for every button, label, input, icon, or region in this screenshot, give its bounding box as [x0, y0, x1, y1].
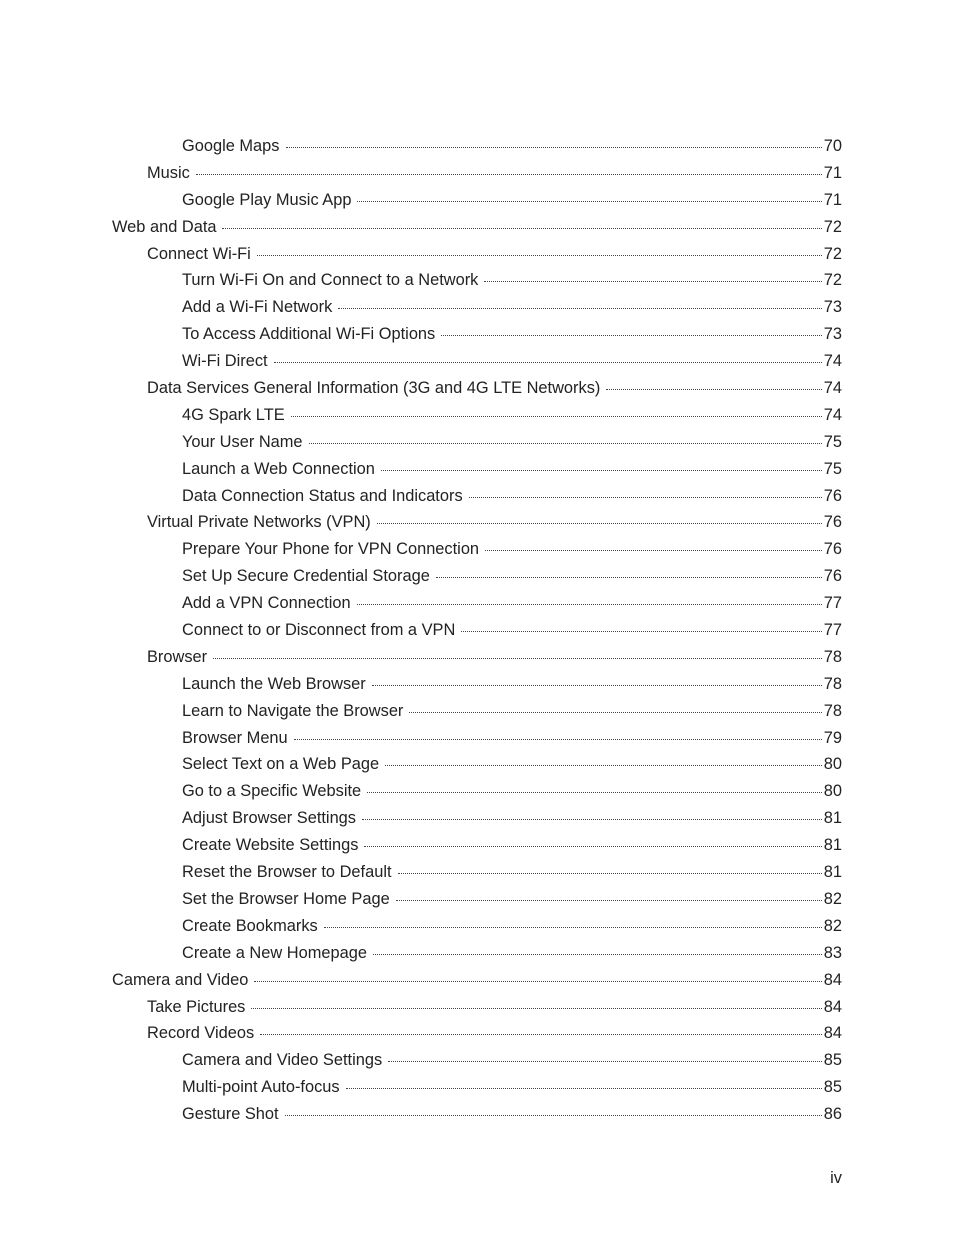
toc-entry-page-number[interactable]: 82	[823, 889, 842, 908]
toc-entry-title[interactable]: Camera and Video	[112, 970, 249, 989]
toc-entry-title[interactable]: Camera and Video Settings	[182, 1051, 383, 1070]
toc-dot-leader	[396, 900, 822, 901]
toc-entry[interactable]	[0, 832, 954, 859]
toc-entry[interactable]	[0, 348, 954, 375]
toc-dot-leader	[254, 981, 821, 982]
toc-entry[interactable]	[0, 509, 954, 536]
toc-entry-title[interactable]: Launch a Web Connection	[182, 459, 375, 478]
toc-entry-title[interactable]: Set the Browser Home Page	[182, 889, 390, 908]
toc-entry[interactable]	[0, 1020, 954, 1047]
toc-entry-page-number[interactable]: 84	[823, 970, 842, 989]
toc-entry-page-number[interactable]: 76	[823, 513, 842, 532]
toc-dot-leader	[357, 604, 822, 605]
toc-entry-page-number[interactable]: 74	[823, 405, 842, 424]
toc-entry[interactable]	[0, 1047, 954, 1074]
toc-entry-page-number[interactable]: 78	[823, 647, 842, 666]
toc-dot-leader	[364, 846, 821, 847]
toc-entry-page-number[interactable]: 82	[823, 916, 842, 935]
toc-entry-page-number[interactable]: 72	[823, 217, 842, 236]
toc-dot-leader	[373, 954, 822, 955]
toc-dot-leader	[260, 1034, 822, 1035]
toc-entry[interactable]	[0, 536, 954, 563]
toc-entry[interactable]	[0, 429, 954, 456]
toc-entry-title[interactable]: Launch the Web Browser	[182, 674, 366, 693]
toc-entry-page-number[interactable]: 85	[823, 1051, 842, 1070]
toc-entry[interactable]	[0, 805, 954, 832]
toc-entry[interactable]	[0, 294, 954, 321]
toc-entry-page-number[interactable]: 84	[823, 1024, 842, 1043]
table-of-contents	[0, 133, 954, 1128]
toc-entry-page-number[interactable]: 84	[823, 997, 842, 1016]
toc-entry-page-number[interactable]: 74	[823, 379, 842, 398]
toc-dot-leader	[436, 577, 822, 578]
toc-entry-page-number[interactable]: 75	[823, 432, 842, 451]
toc-entry-title[interactable]: Adjust Browser Settings	[182, 809, 356, 828]
toc-entry-page-number[interactable]: 75	[823, 459, 842, 478]
toc-entry-title[interactable]: Gesture Shot	[182, 1105, 279, 1124]
toc-entry-page-number[interactable]: 72	[823, 271, 842, 290]
toc-entry-title[interactable]: 4G Spark LTE	[182, 405, 285, 424]
toc-entry-page-number[interactable]: 71	[823, 163, 842, 182]
toc-entry[interactable]	[0, 617, 954, 644]
toc-entry-title[interactable]: Reset the Browser to Default	[182, 863, 392, 882]
toc-dot-leader	[367, 792, 822, 793]
toc-entry-title[interactable]: Multi-point Auto-focus	[182, 1078, 340, 1097]
toc-entry[interactable]	[0, 967, 954, 994]
toc-dot-leader	[286, 147, 822, 148]
toc-entry-title[interactable]: Learn to Navigate the Browser	[182, 701, 404, 720]
toc-entry[interactable]	[0, 1074, 954, 1101]
toc-entry-title[interactable]: Add a Wi-Fi Network	[182, 298, 333, 317]
toc-entry-page-number[interactable]: 77	[823, 594, 842, 613]
toc-dot-leader	[274, 362, 822, 363]
toc-entry[interactable]	[0, 187, 954, 214]
toc-entry-page-number[interactable]: 78	[823, 674, 842, 693]
toc-entry-page-number[interactable]: 86	[823, 1105, 842, 1124]
toc-entry-title[interactable]: Connect to or Disconnect from a VPN	[182, 621, 456, 640]
toc-dot-leader	[324, 927, 822, 928]
toc-entry[interactable]	[0, 671, 954, 698]
toc-entry[interactable]	[0, 160, 954, 187]
toc-entry[interactable]	[0, 940, 954, 967]
toc-dot-leader	[257, 255, 822, 256]
toc-entry-page-number[interactable]: 81	[823, 809, 842, 828]
toc-dot-leader	[484, 281, 821, 282]
toc-entry[interactable]	[0, 133, 954, 160]
toc-entry-page-number[interactable]: 80	[823, 755, 842, 774]
toc-entry-page-number[interactable]: 73	[823, 298, 842, 317]
toc-dot-leader	[398, 873, 822, 874]
toc-entry-page-number[interactable]: 77	[823, 621, 842, 640]
toc-dot-leader	[381, 470, 822, 471]
toc-dot-leader	[461, 631, 821, 632]
toc-entry-page-number[interactable]: 76	[823, 540, 842, 559]
toc-dot-leader	[441, 335, 822, 336]
toc-entry-title[interactable]: Go to a Specific Website	[182, 782, 362, 801]
toc-entry-title[interactable]: Prepare Your Phone for VPN Connection	[182, 540, 480, 559]
toc-entry-title[interactable]: Connect Wi-Fi	[147, 244, 251, 263]
toc-dot-leader	[362, 819, 822, 820]
toc-entry-title[interactable]: Web and Data	[112, 217, 217, 236]
toc-dot-leader	[294, 739, 822, 740]
toc-entry-title[interactable]: Record Videos	[147, 1024, 255, 1043]
toc-entry-page-number[interactable]: 74	[823, 352, 842, 371]
toc-entry[interactable]	[0, 725, 954, 752]
toc-dot-leader	[357, 201, 821, 202]
toc-entry[interactable]	[0, 267, 954, 294]
toc-entry-title[interactable]: Your User Name	[182, 432, 303, 451]
toc-dot-leader	[385, 765, 822, 766]
toc-dot-leader	[251, 1008, 821, 1009]
toc-dot-leader	[196, 174, 822, 175]
toc-entry[interactable]	[0, 751, 954, 778]
toc-entry-page-number[interactable]: 76	[823, 486, 842, 505]
toc-dot-leader	[346, 1088, 822, 1089]
toc-dot-leader	[485, 550, 822, 551]
toc-entry-page-number[interactable]: 81	[823, 863, 842, 882]
toc-entry-title[interactable]: Google Maps	[182, 137, 280, 155]
toc-entry-title[interactable]: Virtual Private Networks (VPN)	[147, 513, 371, 532]
toc-entry-page-number[interactable]: 80	[823, 782, 842, 801]
toc-entry[interactable]	[0, 859, 954, 886]
toc-dot-leader	[222, 228, 821, 229]
toc-entry-title[interactable]: Music	[147, 163, 190, 182]
toc-dot-leader	[291, 416, 822, 417]
toc-entry-title[interactable]: Select Text on a Web Page	[182, 755, 380, 774]
toc-dot-leader	[388, 1061, 822, 1062]
toc-entry-page-number[interactable]: 71	[823, 190, 842, 209]
toc-entry-title[interactable]: Wi-Fi Direct	[182, 352, 268, 371]
toc-dot-leader	[338, 308, 821, 309]
page-number: iv	[830, 1169, 842, 1187]
toc-entry-title[interactable]: Create Bookmarks	[182, 916, 318, 935]
toc-entry-title[interactable]: Google Play Music App	[182, 190, 352, 209]
toc-entry[interactable]	[0, 241, 954, 268]
toc-dot-leader	[606, 389, 821, 390]
toc-entry-title[interactable]: Turn Wi-Fi On and Connect to a Network	[182, 271, 479, 290]
toc-entry-title[interactable]: To Access Additional Wi-Fi Options	[182, 325, 436, 344]
toc-entry-page-number[interactable]: 83	[823, 943, 842, 962]
toc-dot-leader	[377, 523, 822, 524]
toc-dot-leader	[469, 497, 822, 498]
toc-entry[interactable]	[0, 563, 954, 590]
toc-entry-page-number[interactable]: 70	[823, 137, 842, 155]
toc-entry-page-number[interactable]: 81	[823, 836, 842, 855]
toc-entry[interactable]	[0, 321, 954, 348]
toc-entry-title[interactable]: Add a VPN Connection	[182, 594, 351, 613]
toc-dot-leader	[213, 658, 822, 659]
toc-entry-page-number[interactable]: 73	[823, 325, 842, 344]
toc-entry-title[interactable]: Create a New Homepage	[182, 943, 367, 962]
toc-entry-page-number[interactable]: 76	[823, 567, 842, 586]
toc-entry[interactable]	[0, 994, 954, 1021]
toc-entry[interactable]	[0, 590, 954, 617]
toc-entry[interactable]	[0, 483, 954, 510]
toc-entry-title[interactable]: Browser Menu	[182, 728, 288, 747]
toc-entry-title[interactable]: Browser	[147, 647, 208, 666]
toc-entry[interactable]	[0, 375, 954, 402]
toc-dot-leader	[285, 1115, 822, 1116]
toc-entry[interactable]	[0, 886, 954, 913]
toc-entry-page-number[interactable]: 85	[823, 1078, 842, 1097]
toc-entry[interactable]	[0, 402, 954, 429]
toc-entry-title[interactable]: Create Website Settings	[182, 836, 359, 855]
toc-entry[interactable]	[0, 913, 954, 940]
toc-entry[interactable]	[0, 456, 954, 483]
toc-entry-page-number[interactable]: 72	[823, 244, 842, 263]
toc-entry[interactable]	[0, 1101, 954, 1128]
toc-entry-title[interactable]: Take Pictures	[147, 997, 246, 1016]
toc-entry[interactable]	[0, 644, 954, 671]
toc-entry-title[interactable]: Set Up Secure Credential Storage	[182, 567, 430, 586]
toc-entry[interactable]	[0, 778, 954, 805]
toc-entry-page-number[interactable]: 79	[823, 728, 842, 747]
toc-dot-leader	[309, 443, 822, 444]
toc-entry[interactable]	[0, 214, 954, 241]
toc-entry[interactable]	[0, 698, 954, 725]
toc-entry-page-number[interactable]: 78	[823, 701, 842, 720]
toc-dot-leader	[409, 712, 821, 713]
toc-entry-title[interactable]: Data Services General Information (3G and 4G LTE Networks)	[147, 379, 601, 398]
toc-dot-leader	[372, 685, 822, 686]
toc-entry-title[interactable]: Data Connection Status and Indicators	[182, 486, 463, 505]
